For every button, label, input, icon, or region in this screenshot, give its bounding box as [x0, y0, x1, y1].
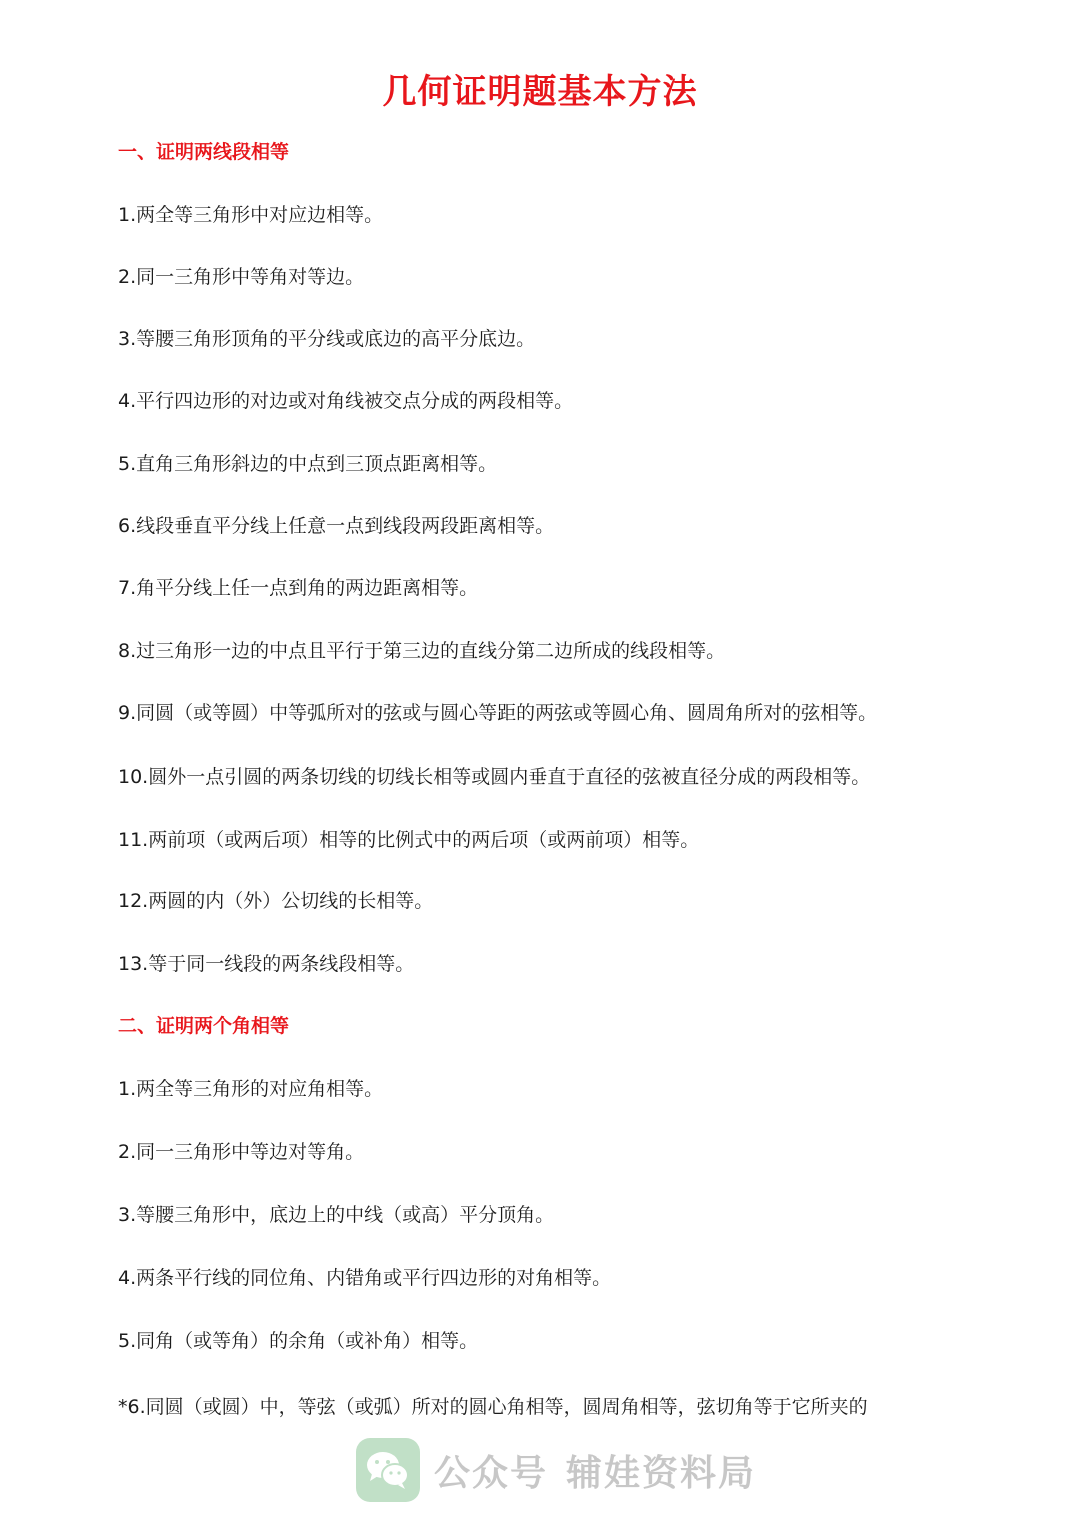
list-item: 1.两全等三角形的对应角相等。	[118, 1078, 384, 1100]
list-item: 5.同角（或等角）的余角（或补角）相等。	[118, 1330, 479, 1352]
list-item: *6.同圆（或圆）中，等弦（或弧）所对的圆心角相等，圆周角相等，弦切角等于它所夹的	[118, 1396, 868, 1418]
list-item: 11.两前项（或两后项）相等的比例式中的两后项（或两前项）相等。	[118, 829, 700, 851]
list-item: 8.过三角形一边的中点且平行于第三边的直线分第二边所成的线段相等。	[118, 640, 726, 662]
list-item: 4.两条平行线的同位角、内错角或平行四边形的对角相等。	[118, 1267, 612, 1289]
list-item: 10.圆外一点引圆的两条切线的切线长相等或圆内垂直于直径的弦被直径分成的两段相等。	[118, 766, 871, 788]
list-item: 2.同一三角形中等角对等边。	[118, 266, 365, 288]
section-heading-1: 一、证明两线段相等	[118, 141, 290, 163]
list-item: 9.同圆（或等圆）中等弧所对的弦或与圆心等距的两弦或等圆心角、圆周角所对的弦相等。	[118, 702, 878, 724]
list-item: 6.线段垂直平分线上任意一点到线段两段距离相等。	[118, 515, 555, 537]
list-item: 5.直角三角形斜边的中点到三顶点距离相等。	[118, 453, 498, 475]
list-item: 4.平行四边形的对边或对角线被交点分成的两段相等。	[118, 390, 574, 412]
list-item: 13.等于同一线段的两条线段相等。	[118, 953, 415, 975]
wechat-icon	[356, 1438, 420, 1502]
watermark-account: 辅娃资料局	[566, 1452, 757, 1494]
watermark	[356, 1436, 756, 1504]
watermark-label: 公众号	[434, 1452, 549, 1494]
section-heading-2: 二、证明两个角相等	[118, 1015, 290, 1037]
list-item: 3.等腰三角形中，底边上的中线（或高）平分顶角。	[118, 1204, 555, 1226]
list-item: 12.两圆的内（外）公切线的长相等。	[118, 890, 434, 912]
list-item: 2.同一三角形中等边对等角。	[118, 1141, 365, 1163]
watermark-text	[434, 1445, 756, 1496]
list-item: 1.两全等三角形中对应边相等。	[118, 204, 384, 226]
list-item: 7.角平分线上任一点到角的两边距离相等。	[118, 577, 479, 599]
list-item: 3.等腰三角形顶角的平分线或底边的高平分底边。	[118, 328, 536, 350]
page-title: 几何证明题基本方法	[382, 72, 698, 112]
